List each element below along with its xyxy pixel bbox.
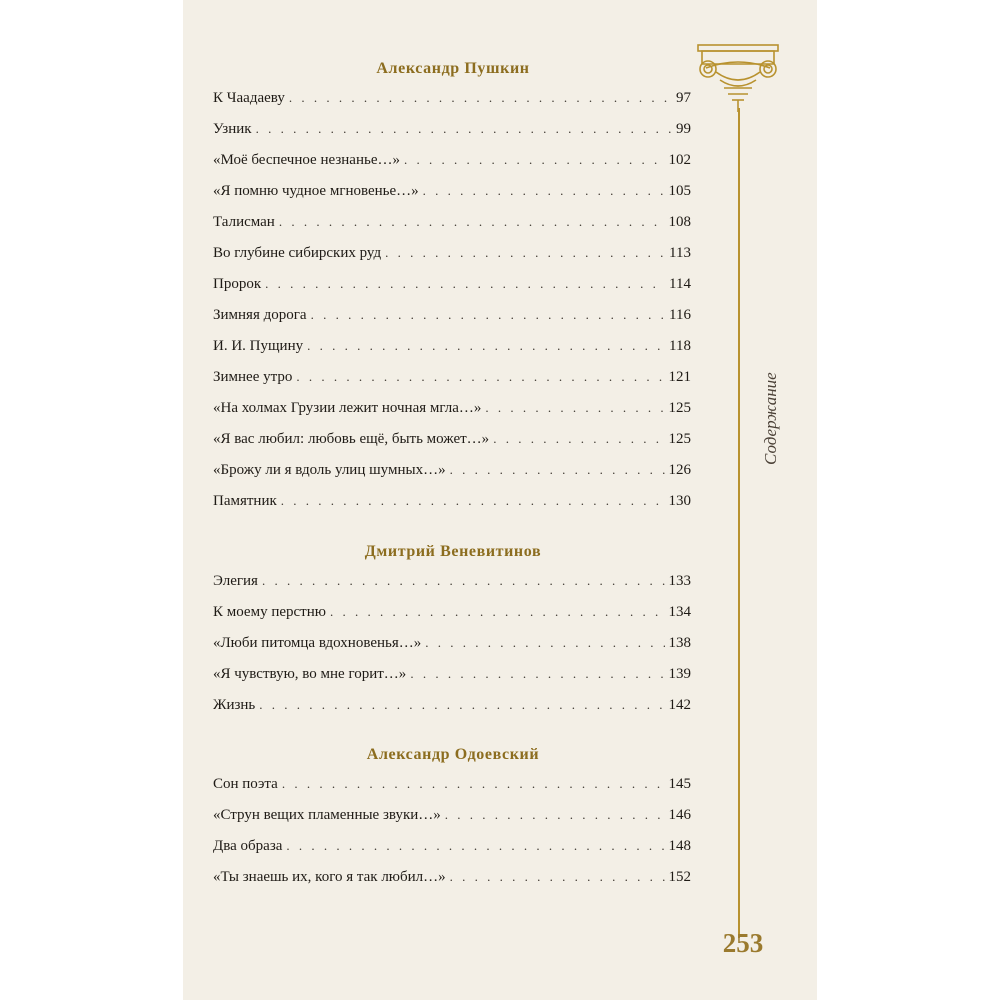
toc-entry[interactable]: Элегия . . . 133	[213, 573, 691, 595]
toc-entry[interactable]: «Люби питомца вдохновенья…» . . . 138	[213, 635, 691, 657]
toc-entry[interactable]: «Брожу ли я вдоль улиц шумных…» . . . 126	[213, 462, 691, 484]
toc-entry[interactable]: Зимняя дорога . . . 116	[213, 307, 691, 329]
page-number: 253	[722, 928, 764, 958]
section-author: Александр Одоевский	[366, 746, 540, 763]
section-author: Александр Пушкин	[376, 60, 530, 77]
toc-entry[interactable]: Жизнь . . . 142	[213, 697, 691, 719]
toc-entry[interactable]: «Ты знаешь их, кого я так любил…» . . . 152	[213, 869, 691, 891]
toc-entry[interactable]: Зимнее утро . . . 121	[213, 369, 691, 391]
toc-entry[interactable]: «Я помню чудное мгновенье…» . . . 105	[213, 183, 691, 205]
toc-entry[interactable]: К моему перстню . . . 134	[213, 604, 691, 626]
toc-entry[interactable]: Два образа . . . 148	[213, 838, 691, 860]
vertical-rule	[738, 108, 740, 938]
running-head: Содержание	[761, 372, 780, 466]
toc-entry[interactable]: И. И. Пущину . . . 118	[213, 338, 691, 360]
toc-entry[interactable]: Сон поэта . . . 145	[213, 776, 691, 798]
toc-entry[interactable]: «Моё беспечное незнанье…» . . . 102	[213, 152, 691, 174]
toc-entry[interactable]: Талисман . . . 108	[213, 214, 691, 236]
book-page	[183, 0, 817, 1000]
toc-entry[interactable]: Пророк . . . 114	[213, 276, 691, 298]
toc-entry[interactable]: К Чаадаеву . . . 97	[213, 90, 691, 112]
toc-entry[interactable]: Во глубине сибирских руд . . . 113	[213, 245, 691, 267]
toc-entry[interactable]: «На холмах Грузии лежит ночная мгла…» . . . 125	[213, 400, 691, 422]
toc-entry[interactable]: «Я вас любил: любовь ещё, быть может…» . . . 125	[213, 431, 691, 453]
section-author: Дмитрий Веневитинов	[364, 543, 542, 560]
toc-entry[interactable]: Узник . . . 99	[213, 121, 691, 143]
toc-entry[interactable]: «Я чувствую, во мне горит…» . . . 139	[213, 666, 691, 688]
toc-entry[interactable]: «Струн вещих пламенные звуки…» . . . 146	[213, 807, 691, 829]
toc-entry[interactable]: Памятник . . . 130	[213, 493, 691, 515]
